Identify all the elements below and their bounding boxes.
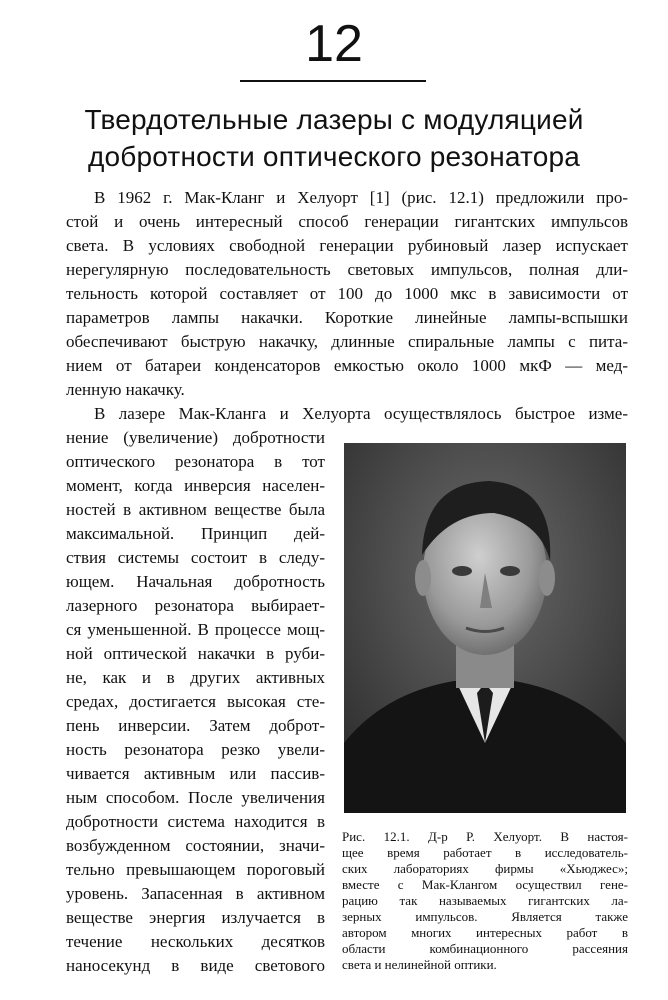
caption-line: области комбинационного рассеяния xyxy=(342,941,628,956)
caption-line: автором многих интересных работ в xyxy=(342,925,628,940)
text-line: возбужденном состоянии, значи- xyxy=(66,836,325,855)
portrait-photo xyxy=(344,443,626,813)
text-line: ленную накачку. xyxy=(66,380,185,399)
text-line: нение (увеличение) добротности xyxy=(66,428,325,447)
text-line: стой и очень интересный способ генерации гигантских импульсов xyxy=(66,212,628,231)
text-line: ность резонатора резко увели- xyxy=(66,740,325,759)
text-line: средах, достигается высокая сте- xyxy=(66,692,325,711)
caption-line: рацию так называемых гигантских ла- xyxy=(342,893,628,908)
title-rule xyxy=(240,80,426,82)
text-line: течение нескольких десятков xyxy=(66,932,325,951)
text-line: нерегулярную последовательность световых импульсов, полная дли- xyxy=(66,260,628,279)
caption-line: вместе с Мак-Клангом осуществил гене- xyxy=(342,877,628,892)
caption-line: ских лабораториях фирмы «Хьюджес»; xyxy=(342,861,628,876)
text-line: ствия системы состоит в следу- xyxy=(66,548,325,567)
text-line: веществе энергия излучается в xyxy=(66,908,325,927)
text-line: наносекунд в виде светового xyxy=(66,956,325,975)
text-line: обеспечивают быструю накачку, длинные спиральные лампы с пита- xyxy=(66,332,628,351)
text-line: параметров лампы накачки. Короткие линейные лампы-вспышки xyxy=(66,308,628,327)
text-line: не, как и в других активных xyxy=(66,668,325,687)
text-line: ным способом. После увеличения xyxy=(66,788,325,807)
text-line: добротности система находится в xyxy=(66,812,325,831)
portrait-illustration xyxy=(344,443,626,813)
text-line: В 1962 г. Мак-Кланг и Хелуорт [1] (рис. 12.1) предложили про- xyxy=(94,188,628,207)
chapter-title-line: Твердотельные лазеры с модуляцией xyxy=(84,104,584,135)
chapter-title xyxy=(40,101,628,175)
text-line: чивается активным или пассив- xyxy=(66,764,325,783)
chapter-title-line: добротности оптического резонатора xyxy=(87,141,581,172)
text-line: тельно превышающем пороговый xyxy=(66,860,325,879)
text-line: тельность которой составляет от 100 до 1000 мкс в зависимости от xyxy=(66,284,628,303)
caption-line: щее время работает в исследователь- xyxy=(342,845,628,860)
caption-line: Рис. 12.1. Д-р Р. Хелуорт. В настоя- xyxy=(342,829,628,844)
text-line: пень инверсии. Затем доброт- xyxy=(66,716,325,735)
text-line-paragraph2: В лазере Мак-Кланга и Хелуорта осуществлялось быстрое изме- xyxy=(94,404,628,423)
text-line: ностей в активном веществе была xyxy=(66,500,325,519)
caption-line: зерных импульсов. Является также xyxy=(342,909,628,924)
text-line: ющем. Начальная добротность xyxy=(66,572,325,591)
text-line: максимальной. Принцип дей- xyxy=(66,524,325,543)
text-line: ной оптической накачки в руби- xyxy=(66,644,325,663)
text-line: нием от батареи конденсаторов емкостью около 1000 мкФ — мед- xyxy=(66,356,628,375)
chapter-number: 12 xyxy=(305,15,363,73)
caption-line: света и нелинейной оптики. xyxy=(342,957,497,972)
text-line: лазерного резонатора выбирает- xyxy=(66,596,325,615)
text-line: ся уменьшенной. В процессе мощ- xyxy=(66,620,325,639)
text-line: оптического резонатора в тот xyxy=(66,452,325,471)
text-line: уровень. Запасенная в активном xyxy=(66,884,325,903)
text-line: момент, когда инверсия населен- xyxy=(66,476,325,495)
text-line: света. В условиях свободной генерации рубиновый лазер испускает xyxy=(66,236,628,255)
